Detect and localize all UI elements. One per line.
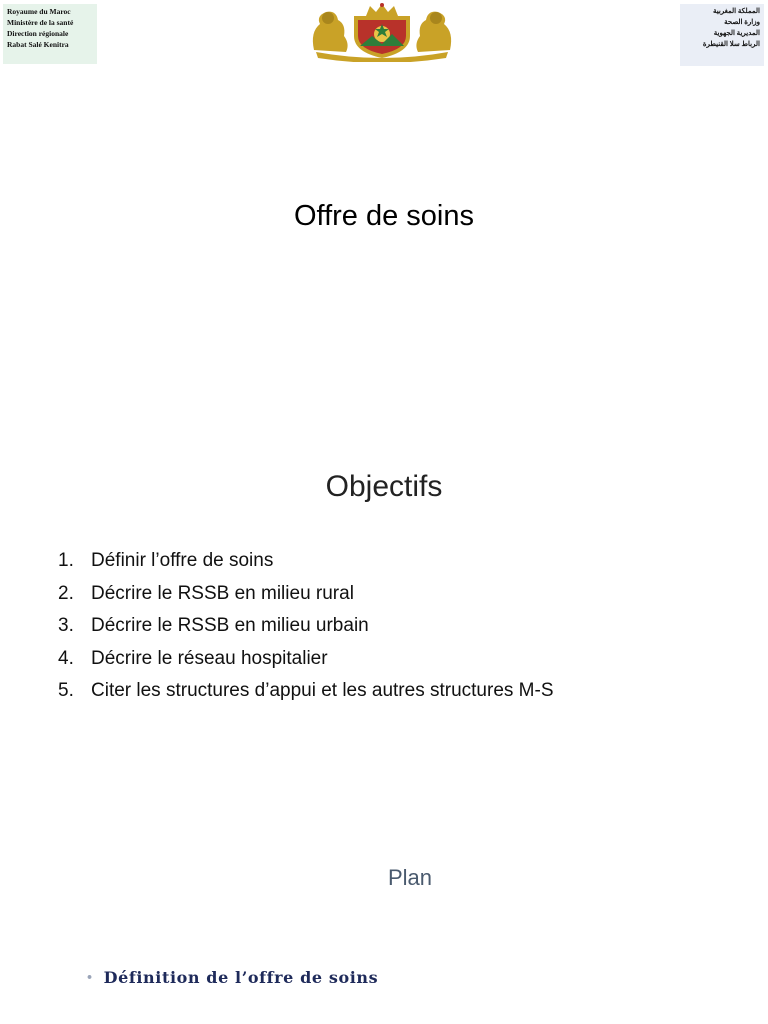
- header-left-line: Ministère de la santé: [7, 18, 74, 27]
- header-right-box: [680, 4, 764, 66]
- header-right-line: الرباط سلا القنيطرة: [702, 40, 760, 48]
- plan-item-text: Définition de l’offre de soins: [103, 968, 379, 987]
- header-left-line: Royaume du Maroc: [7, 7, 71, 16]
- header-right-line: وزارة الصحة: [724, 18, 760, 26]
- list-item: [58, 675, 554, 708]
- objectifs-heading: Objectifs: [325, 470, 443, 503]
- plan-heading: Plan: [388, 865, 433, 890]
- list-item-number: 4.: [58, 647, 74, 669]
- list-item: [58, 578, 554, 611]
- list-item-text: Décrire le RSSB en milieu rural: [91, 582, 354, 604]
- list-item-number: 3.: [58, 615, 74, 636]
- list-item-text: Décrire le réseau hospitalier: [91, 647, 328, 669]
- list-item: [58, 545, 554, 578]
- list-item: [58, 643, 554, 676]
- list-item-number: 2.: [58, 582, 74, 604]
- header-left-line: Rabat Salé Kenitra: [7, 40, 69, 49]
- list-item: [58, 610, 554, 643]
- objectifs-list: [58, 545, 554, 708]
- header-right-line: المملكة المغربية: [712, 7, 760, 15]
- header-left-box: [3, 4, 97, 64]
- page-title: Offre de soins: [293, 200, 474, 232]
- plan-item: [86, 968, 378, 987]
- list-item-text: Décrire le RSSB en milieu urbain: [91, 615, 369, 636]
- bullet-icon: •: [86, 971, 94, 984]
- list-item-text: Définir l’offre de soins: [91, 550, 274, 571]
- header-left-line: Direction régionale: [7, 29, 69, 38]
- list-item-text: Citer les structures d’appui et les autres structures M-S: [91, 680, 554, 701]
- list-item-number: 1.: [58, 550, 74, 571]
- coat-of-arms-icon: [306, 2, 458, 62]
- header-right-line: المديرية الجهوية: [713, 29, 760, 37]
- list-item-number: 5.: [58, 680, 74, 701]
